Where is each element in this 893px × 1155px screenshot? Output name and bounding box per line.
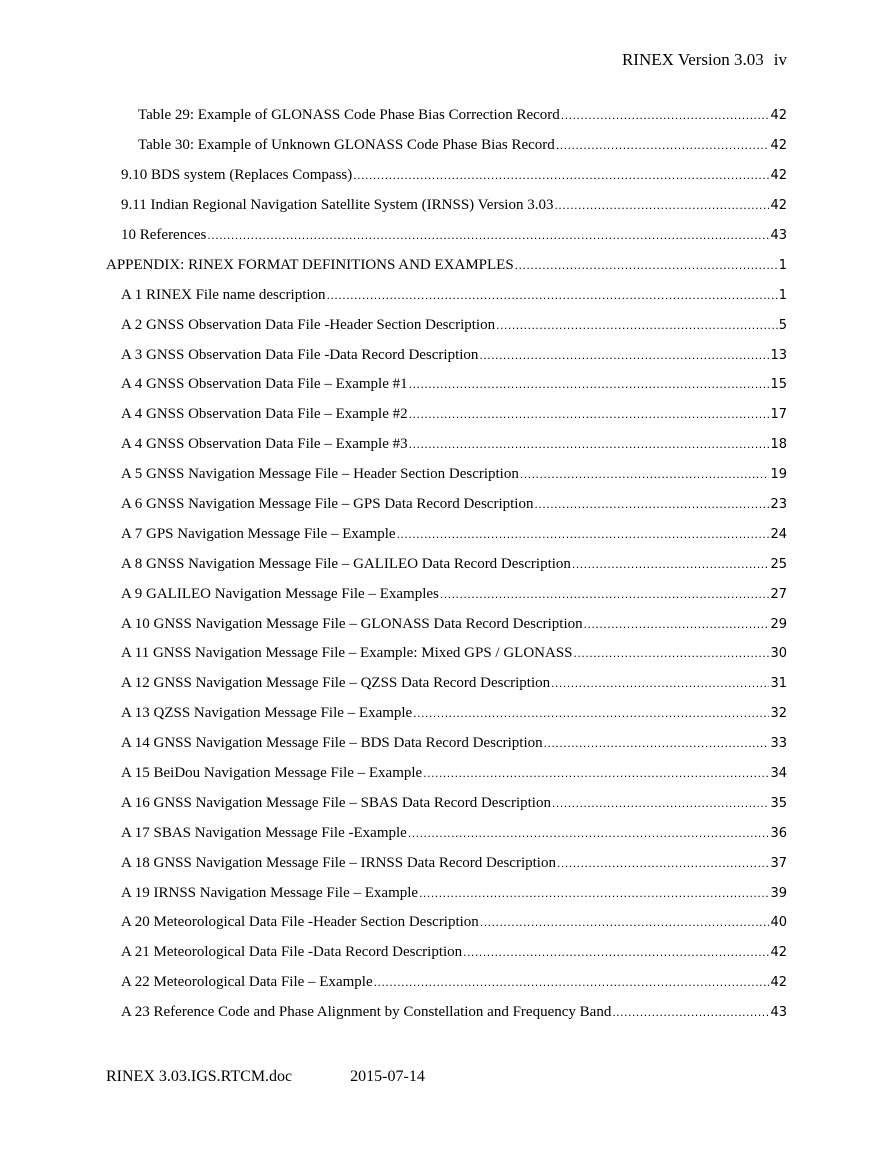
header-page-number: iv — [773, 50, 787, 69]
toc-entry-page: 42 — [770, 168, 787, 184]
toc-entry-page: 5 — [778, 317, 787, 333]
toc-entry-title: A 21 Meteorological Data File -Data Record Description — [121, 944, 463, 961]
toc-entry-link[interactable] — [121, 885, 893, 902]
toc-entry-page: 43 — [770, 1005, 787, 1021]
toc-dot-leader — [552, 796, 769, 810]
toc-dot-leader — [561, 108, 770, 122]
toc-dot-leader — [479, 348, 769, 362]
toc-entry — [0, 818, 893, 848]
toc-entry-title: A 4 GNSS Observation Data File – Example #1 — [121, 376, 408, 393]
toc-entry-page: 1 — [778, 257, 787, 273]
toc-dot-leader — [574, 646, 770, 660]
toc-entry-page: 25 — [770, 556, 787, 572]
toc-entry-title: Table 29: Example of GLONASS Code Phase Bias Correction Record — [138, 107, 560, 124]
toc-entry — [0, 639, 893, 669]
toc-entry-link[interactable] — [121, 466, 893, 483]
toc-entry-page: 17 — [770, 407, 787, 423]
toc-entry-page: 40 — [770, 915, 787, 931]
toc-dot-leader — [419, 886, 769, 900]
toc-dot-leader — [480, 915, 770, 929]
toc-entry — [0, 400, 893, 430]
toc-entry-link[interactable] — [121, 287, 893, 304]
toc-entry-link[interactable] — [121, 586, 893, 603]
toc-dot-leader — [556, 138, 770, 152]
toc-entry-link[interactable] — [121, 556, 893, 573]
toc-entry-link[interactable] — [121, 317, 893, 334]
toc-entry-title: 9.10 BDS system (Replaces Compass) — [121, 167, 353, 184]
toc-entry-page: 34 — [770, 766, 787, 782]
toc-entry — [0, 878, 893, 908]
toc-entry-title: A 5 GNSS Navigation Message File – Header Section Description — [121, 466, 519, 483]
toc-entry — [0, 549, 893, 579]
toc-entry-title: A 13 QZSS Navigation Message File – Example — [121, 705, 413, 722]
toc-entry-page: 36 — [770, 825, 787, 841]
toc-dot-leader — [397, 527, 770, 541]
toc-entry-title: A 20 Meteorological Data File -Header Section Description — [121, 914, 479, 931]
toc-entry-page: 13 — [770, 347, 787, 363]
toc-dot-leader — [515, 258, 778, 272]
toc-dot-leader — [572, 557, 770, 571]
toc-entry — [0, 310, 893, 340]
toc-entry-link[interactable] — [121, 944, 893, 961]
toc-entry — [0, 519, 893, 549]
footer-date: 2015-07-14 — [350, 1068, 425, 1085]
toc-entry-link[interactable] — [138, 107, 893, 124]
toc-entry — [0, 609, 893, 639]
toc-entry-link[interactable] — [121, 914, 893, 931]
toc-entry-page: 33 — [770, 736, 787, 752]
toc-entry-page: 31 — [770, 676, 787, 692]
toc-entry-title: A 10 GNSS Navigation Message File – GLONASS Data Record Description — [121, 615, 583, 632]
toc-dot-leader — [554, 198, 769, 212]
toc-entry-link[interactable] — [121, 167, 893, 184]
footer-filename: RINEX 3.03.IGS.RTCM.doc — [106, 1068, 293, 1085]
toc-entry — [0, 579, 893, 609]
toc-entry-link[interactable] — [138, 137, 893, 154]
toc-entry-link[interactable] — [121, 197, 893, 214]
toc-entry-title: 10 References — [121, 227, 207, 243]
toc-entry — [0, 848, 893, 878]
toc-entry — [0, 101, 893, 131]
toc-entry-link[interactable] — [121, 974, 893, 991]
toc-dot-leader — [353, 168, 769, 182]
toc-entry-page: 1 — [778, 287, 787, 303]
toc-entry-page: 27 — [770, 586, 787, 602]
toc-dot-leader — [408, 826, 770, 840]
toc-entry-link[interactable] — [121, 855, 893, 872]
toc-entry-title: 9.11 Indian Regional Navigation Satellite System (IRNSS) Version 3.03 — [121, 197, 554, 214]
toc-dot-leader — [327, 288, 778, 302]
toc-entry-title: A 2 GNSS Observation Data File -Header Section Description — [121, 316, 496, 333]
toc-entry-page: 42 — [770, 108, 787, 124]
toc-dot-leader — [544, 736, 770, 750]
toc-entry-page: 18 — [770, 437, 787, 453]
toc-entry-page: 42 — [770, 945, 787, 961]
toc-entry-link[interactable] — [121, 526, 893, 543]
toc-entry-link[interactable] — [121, 406, 893, 423]
toc-entry-title: A 1 RINEX File name description — [121, 286, 326, 303]
toc-entry-link[interactable] — [106, 257, 893, 274]
page-footer — [106, 1068, 425, 1086]
toc-entry-title: A 4 GNSS Observation Data File – Example #2 — [121, 406, 408, 423]
toc-entry-link[interactable] — [121, 376, 893, 393]
toc-entry-link[interactable] — [121, 347, 893, 364]
toc-dot-leader — [423, 766, 769, 780]
toc-entry-title: Table 30: Example of Unknown GLONASS Code Phase Bias Record — [138, 137, 555, 154]
toc-dot-leader — [374, 975, 770, 989]
toc-entry-page: 19 — [770, 467, 787, 483]
toc-dot-leader — [413, 706, 769, 720]
toc-entry-title: A 18 GNSS Navigation Message File – IRNSS Data Record Description — [121, 854, 556, 871]
toc-entry-title: APPENDIX: RINEX FORMAT DEFINITIONS AND EXAMPLES — [106, 256, 514, 273]
toc-entry-title: A 23 Reference Code and Phase Alignment by Constellation and Frequency Band — [121, 1004, 612, 1021]
toc-dot-leader — [496, 318, 778, 332]
toc-entry-title: A 14 GNSS Navigation Message File – BDS Data Record Description — [121, 735, 543, 752]
toc-dot-leader — [557, 856, 769, 870]
toc-entry — [0, 998, 893, 1028]
toc-entry-page: 23 — [770, 497, 787, 513]
toc-entry-title: A 8 GNSS Navigation Message File – GALILEO Data Record Description — [121, 555, 571, 572]
toc-entry — [0, 759, 893, 789]
toc-dot-leader — [207, 228, 769, 242]
toc-entry-page: 42 — [770, 138, 787, 154]
toc-entry — [0, 131, 893, 161]
toc-entry-link[interactable] — [121, 675, 893, 692]
toc-entry-title: A 11 GNSS Navigation Message File – Example: Mixed GPS / GLONASS — [121, 645, 573, 662]
toc-entry — [0, 729, 893, 759]
toc-entry-page: 24 — [770, 526, 787, 542]
toc-entry-title: A 17 SBAS Navigation Message File -Example — [121, 824, 407, 841]
toc-entry-page: 39 — [770, 885, 787, 901]
toc-entry — [0, 788, 893, 818]
toc-entry-link[interactable] — [121, 765, 893, 782]
toc-entry-page: 42 — [770, 198, 787, 214]
toc-entry-link[interactable] — [121, 436, 893, 453]
toc-entry — [0, 161, 893, 191]
toc-dot-leader — [409, 407, 770, 421]
toc-entry — [0, 908, 893, 938]
toc-dot-leader — [612, 1005, 769, 1019]
toc-entry — [0, 430, 893, 460]
toc-entry-link[interactable] — [121, 1004, 893, 1021]
toc-dot-leader — [409, 377, 770, 391]
toc-entry-title: A 22 Meteorological Data File – Example — [121, 974, 373, 991]
toc-dot-leader — [463, 945, 769, 959]
toc-entry-page: 35 — [770, 795, 787, 811]
toc-entry-link[interactable] — [121, 735, 893, 752]
toc-entry — [0, 938, 893, 968]
toc-entry — [0, 968, 893, 998]
toc-entry-title: A 7 GPS Navigation Message File – Example — [121, 525, 396, 542]
toc-entry-title: A 4 GNSS Observation Data File – Example #3 — [121, 436, 408, 453]
toc-entry-title: A 3 GNSS Observation Data File -Data Record Description — [121, 346, 479, 363]
toc-entry — [0, 370, 893, 400]
toc-entry — [0, 490, 893, 520]
toc-dot-leader — [520, 467, 770, 481]
toc-entry-title: A 9 GALILEO Navigation Message File – Examples — [121, 585, 439, 602]
toc-entry-title: A 15 BeiDou Navigation Message File – Example — [121, 765, 423, 782]
toc-entry-page: 37 — [770, 855, 787, 871]
toc-entry-title: A 6 GNSS Navigation Message File – GPS Data Record Description — [121, 496, 534, 513]
toc-entry-page: 43 — [770, 228, 787, 243]
toc-entry — [0, 250, 893, 280]
toc-dot-leader — [534, 497, 769, 511]
toc-entry — [0, 191, 893, 221]
toc-entry-title: A 12 GNSS Navigation Message File – QZSS Data Record Description — [121, 675, 551, 692]
table-of-contents — [0, 101, 893, 1028]
running-header — [622, 50, 787, 70]
toc-dot-leader — [440, 587, 770, 601]
toc-entry — [0, 340, 893, 370]
toc-entry-link[interactable] — [121, 645, 893, 662]
toc-entry-page: 15 — [770, 377, 787, 393]
toc-dot-leader — [584, 617, 770, 631]
toc-dot-leader — [551, 676, 769, 690]
toc-entry-link[interactable] — [121, 227, 893, 244]
toc-entry-link[interactable] — [121, 705, 893, 722]
toc-entry — [0, 460, 893, 490]
header-title: RINEX Version 3.03 — [621, 50, 764, 69]
toc-entry-link[interactable] — [121, 795, 893, 812]
toc-entry-page: 29 — [770, 616, 787, 632]
toc-entry-link[interactable] — [121, 616, 893, 633]
toc-entry — [0, 280, 893, 310]
toc-entry-title: A 16 GNSS Navigation Message File – SBAS Data Record Description — [121, 794, 551, 811]
toc-entry-link[interactable] — [121, 496, 893, 513]
toc-dot-leader — [409, 437, 770, 451]
toc-entry-page: 30 — [770, 646, 787, 662]
toc-entry — [0, 699, 893, 729]
toc-entry — [0, 221, 893, 251]
toc-entry-link[interactable] — [121, 825, 893, 842]
toc-entry — [0, 669, 893, 699]
toc-entry-page: 32 — [770, 706, 787, 722]
toc-entry-title: A 19 IRNSS Navigation Message File – Example — [121, 884, 419, 901]
toc-entry-page: 42 — [770, 975, 787, 991]
